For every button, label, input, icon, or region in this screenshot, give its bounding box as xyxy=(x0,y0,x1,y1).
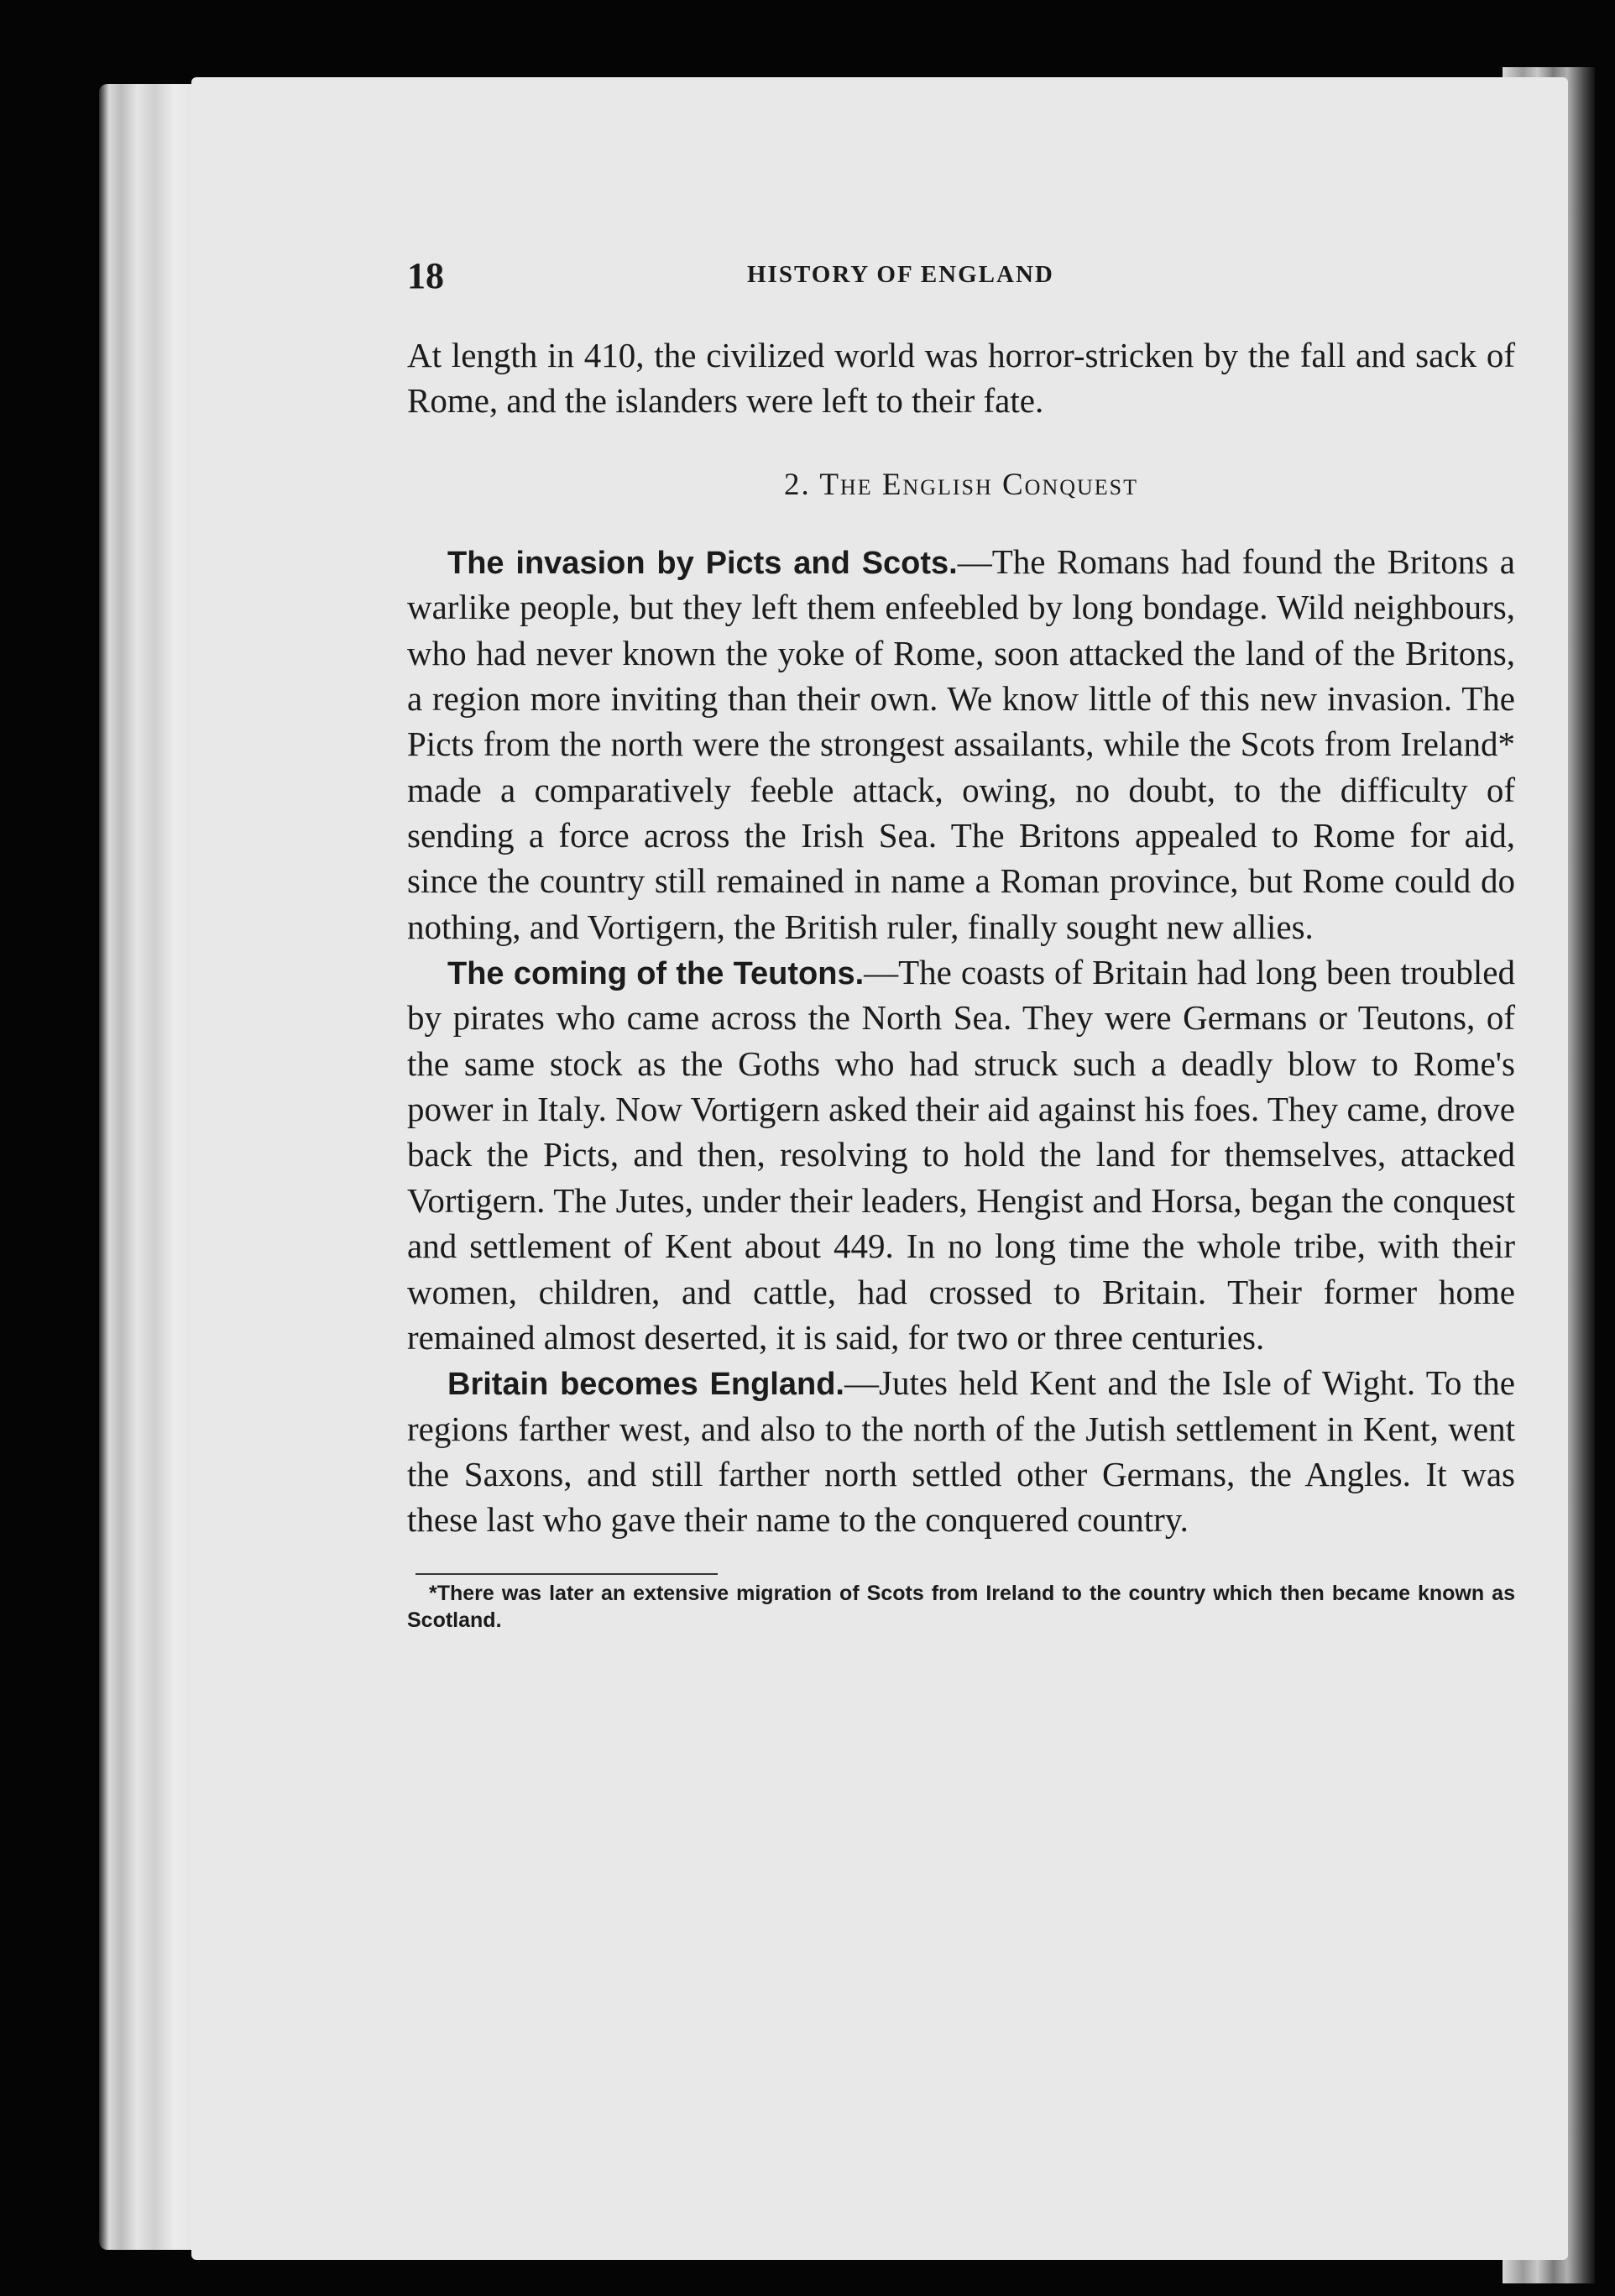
paragraph-heading: Britain becomes England. xyxy=(447,1367,844,1403)
footnote: *There was later an extensive migration of Scots from Ireland to the country which then became known as Scotland. xyxy=(407,1581,1515,1633)
page-text xyxy=(407,252,1515,1634)
paragraph-heading: The coming of the Teutons. xyxy=(447,956,865,992)
paragraph-england xyxy=(407,1360,1515,1542)
paragraph-invasion xyxy=(407,539,1515,949)
page-number: 18 xyxy=(407,255,444,296)
paragraph-teutons xyxy=(407,949,1515,1360)
running-head: HISTORY OF ENGLAND xyxy=(747,261,1054,288)
intro-paragraph: At length in 410, the civilized world was horror-stricken by the fall and sack of Rome, and the islanders were left to their fate. xyxy=(407,336,1515,421)
book-page-edges-left xyxy=(99,84,200,2250)
paragraph-body: —Jutes held Kent and the Isle of Wight. To the regions farther west, and also to the north of the Jutish settlement in Kent, went the Saxons, and still farther north settled other Germans, the Angles. It was these last who gave their name to the conquered country. xyxy=(407,1363,1515,1540)
footnote-rule xyxy=(416,1573,718,1575)
paragraph-body: —The Romans had found the Britons a warlike people, but they left them enfeebled by long bondage. Wild neighbours, who had never known the yoke of Rome, soon attacked the land of the Britons, a region more inviting than their own. We know little of this new invasion. The Picts from the north were the strongest assailants, while the Scots from Ireland* made a comparatively feeble attack, owing, no doubt, to the difficulty of sending a force across the Irish Sea. The Britons appealed to Rome for aid, since the country still remained in name a Roman province, but Rome could do nothing, and Vortigern, the British ruler, finally sought new allies. xyxy=(407,541,1515,946)
section-heading: 2. The English Conquest xyxy=(783,467,1139,502)
paragraph-body: —The coasts of Britain had long been troubled by pirates who came across the North Sea. They were Germans or Teutons, of the same stock as the Goths who had struck such a deadly blow to Rome's power in Italy. Now Vortigern asked their aid against his foes. They came, drove back the Picts, and then, resolving to hold the land for themselves, attacked Vortigern. The Jutes, under their leaders, Hengist and Horsa, began the conquest and settlement of Kent about 449. In no long time the whole tribe, with their women, children, and cattle, had crossed to Britain. Their former home remained almost deserted, it is said, for two or three centuries. xyxy=(407,953,1515,1357)
page-header xyxy=(407,252,1515,302)
paragraph-heading: The invasion by Picts and Scots. xyxy=(447,545,958,581)
